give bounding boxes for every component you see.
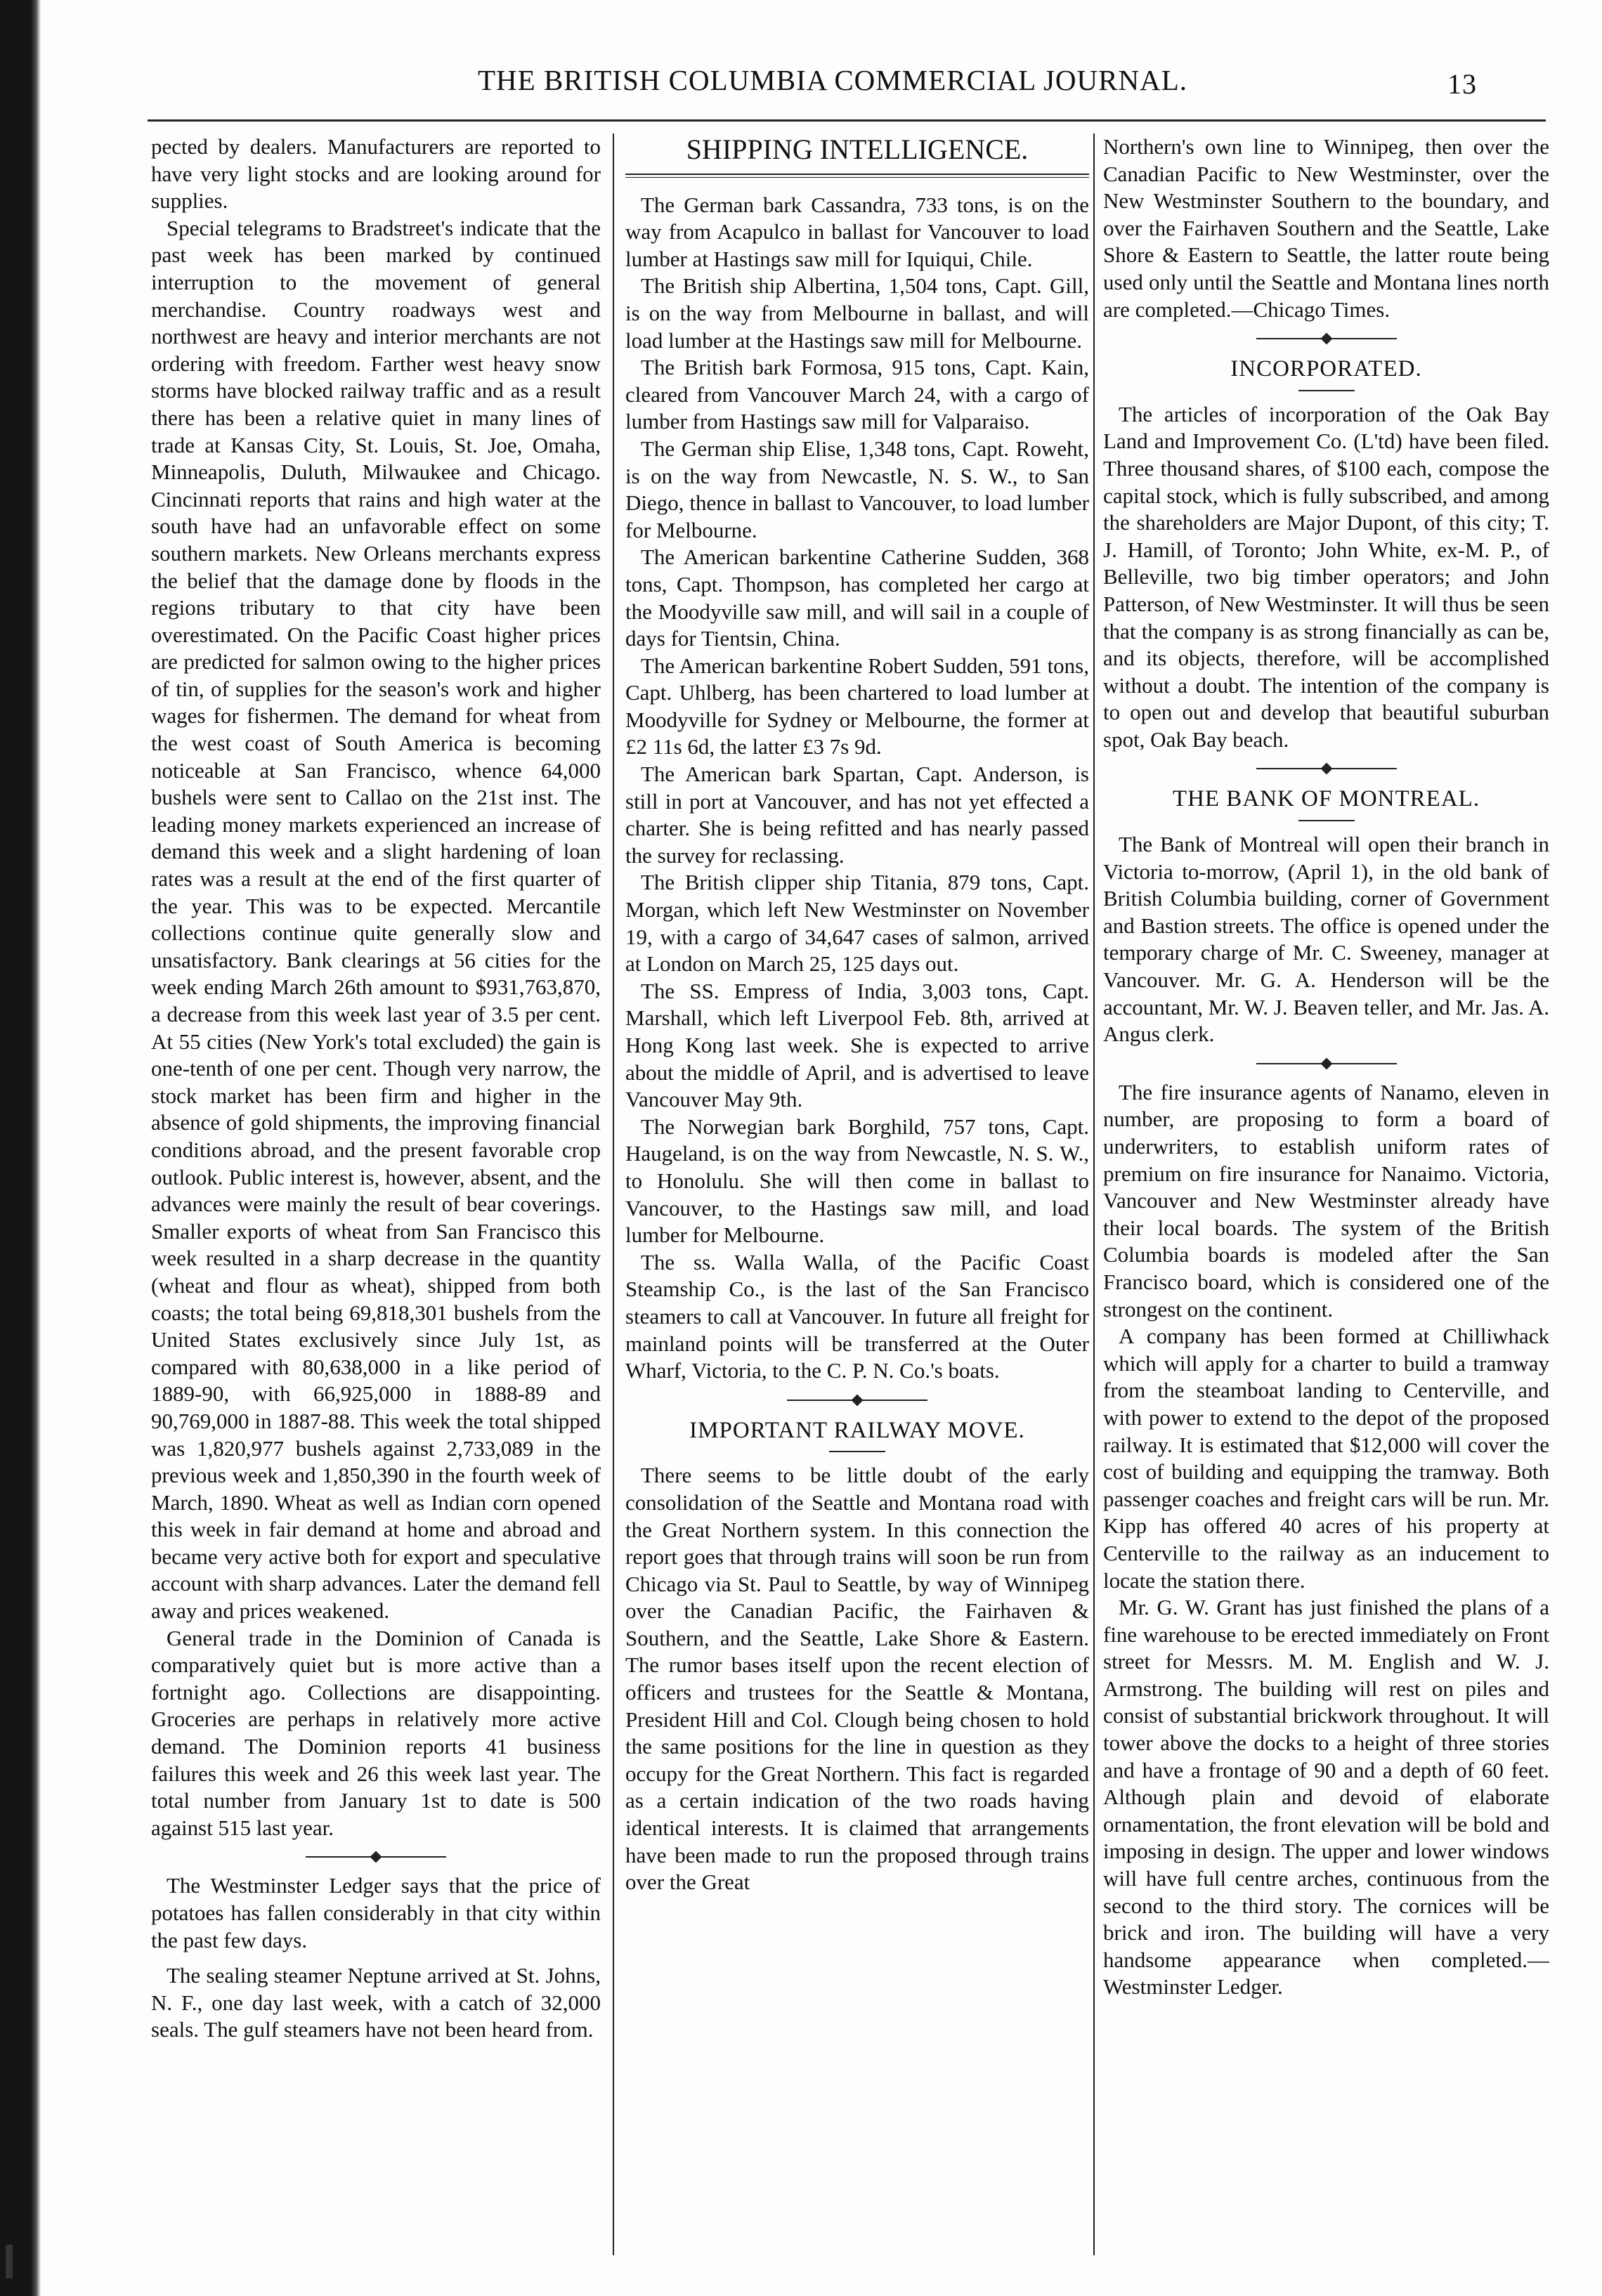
page-number: 13 bbox=[1447, 68, 1477, 100]
heading-rule bbox=[625, 174, 1089, 178]
section-separator bbox=[1103, 1055, 1549, 1072]
paragraph: Northern's own line to Winnipeg, then over the Canadian Pacific to New Westminster, over the New Westminster Southern to the boundary, and over the Fairhaven Southern and the Seattle, Lake Shore & Eastern to Seattle, the latter route being used only until the Seattle and Montana lines north are completed.—Chicago Times. bbox=[1103, 134, 1549, 322]
paragraph: The Bank of Montreal will open their branch in Victoria to-morrow, (April 1), in the old bank of British Columbia building, corner of Government and Bastion streets. The office is opened under the temporary charge of Mr. C. Sweeney, manager at Vancouver. Mr. G. A. Henderson will be the accountant, Mr. W. J. Beaven teller, and Mr. Jas. A. Angus clerk. bbox=[1103, 832, 1550, 1047]
paragraph: The German bark Cassandra, 733 tons, is on the way from Acapulco in ballast for Vancouver to load lumber at Hastings saw mill for Iquiqui, Chile. bbox=[625, 192, 1089, 271]
journal-title: THE BRITISH COLUMBIA COMMERCIAL JOURNAL. bbox=[478, 64, 1187, 96]
paragraph: There seems to be little doubt of the early consolidation of the Seattle and Montana road with the Great Northern system. In this connection the report goes that through trains will soon be run from Chicago via St. Paul to Seattle, by way of Winnipeg over the Canadian Pacific, the Fairhaven & Southern, and the Seattle, Lake Shore & Eastern. The rumor bases itself upon the recent election of officers and trustees for the Seattle & Montana, President Hill and Col. Clough being chosen to hold the same positions for the line in question as they occupy for the Great Northern. This fact is regarded as a certain indication of the two roads having identical interests. It is claimed that arrangements have been made to run the proposed through trains over the Great bbox=[625, 1463, 1089, 1895]
column-divider bbox=[1093, 133, 1095, 2255]
paragraph: The fire insurance agents of Nanamo, eleven in number, are proposing to form a board of underwriters, to establish uniform rates of premium on fire insurance for Nanaimo. Victoria, Vancouver and New Westminster already have their local boards. The system of the British Columbia boards is modeled after the San Francisco board, which is considered one of the strongest on the continent. bbox=[1103, 1079, 1549, 1322]
heading-dash bbox=[1298, 390, 1355, 391]
page-binding-edge bbox=[0, 0, 41, 2296]
column-2 bbox=[625, 133, 1089, 1896]
paragraph: The British clipper ship Titania, 879 tons, Capt. Morgan, which left New Westminster on November 19, with a cargo of 34,647 cases of salmon, arrived at London on March 25, 125 days out. bbox=[625, 870, 1089, 977]
section-separator bbox=[625, 1392, 1089, 1409]
column-divider bbox=[613, 133, 614, 2255]
paragraph: The American bark Spartan, Capt. Anderson, is still in port at Vancouver, and has not yet effected a charter. She is being refitted and has nearly passed the survey for reclassing. bbox=[625, 762, 1089, 868]
section-heading-bank: THE BANK OF MONTREAL. bbox=[1172, 786, 1480, 812]
paragraph: The Westminster Ledger says that the price of potatoes has fallen considerably in that city within the past few days. bbox=[151, 1873, 601, 1952]
paragraph: The articles of incorporation of the Oak Bay Land and Improvement Co. (L'td) have been filed. Three thousand shares, of $100 each, compose the capital stock, which is fully subscribed, and among the shareholders are Major Dupont, of this city; T. J. Hamill, of Toronto; John White, ex-M. P., of Belleville, two big timber operators; and John Patterson, of New Westminster. It will thus be seen that the company is as strong financially as can be, and its objects, therefore, will be accomplished without a doubt. The intention of the company is to open out and develop that beautiful suburban spot, Oak Bay beach. bbox=[1103, 401, 1549, 752]
paragraph: The Norwegian bark Borghild, 757 tons, Capt. Haugeland, is on the way from Newcastle, N. S. W., to Honolulu. She will then come in ballast to Vancouver, to the Hastings saw mill, and load lumber for Melbourne. bbox=[625, 1114, 1089, 1248]
paragraph: The sealing steamer Neptune arrived at St. Johns, N. F., one day last week, with a catch of 32,000 seals. The gulf steamers have not been heard from. bbox=[151, 1963, 601, 2042]
section-heading-incorporated: INCORPORATED. bbox=[1230, 356, 1422, 382]
paragraph: The British ship Albertina, 1,504 tons, Capt. Gill, is on the way from Melbourne in ballast, and will load lumber at the Hastings saw mill for Melbourne. bbox=[625, 273, 1089, 353]
paragraph: The ss. Walla Walla, of the Pacific Coast Steamship Co., is the last of the San Francisco steamers to call at Vancouver. In future all freight for mainland points will be transferred at the Outer Wharf, Victoria, to the C. P. N. Co.'s boats. bbox=[625, 1249, 1089, 1383]
paragraph: A company has been formed at Chilliwhack which will apply for a charter to build a tramway from the steamboat landing to Centerville, and with power to extend to the depot of the proposed railway. It is estimated that $12,000 will cover the cost of building and equipping the tramway. Both passenger coaches and freight cars will be run. Mr. Kipp has offered 40 acres of his property at Centerville to the railway as an inducement to locate the station there. bbox=[1103, 1324, 1549, 1593]
paragraph: Mr. G. W. Grant has just finished the plans of a fine warehouse to be erected immediately on Front street for Messrs. M. M. English and W. J. Armstrong. The building will rest on piles and consist of substantial brickwork throughout. It will tower above the docks to a height of three stories and have a frontage of 90 and a depth of 60 feet. Although plain and devoid of elaborate ornamentation, the front elevation will be bold and imposing in design. The upper and lower windows will have full centre arches, continuous from the second to the third story. The cornices will be brick and iron. The building will have a very handsome appearance when completed.—Westminster Ledger. bbox=[1103, 1595, 1549, 2000]
paragraph: The German ship Elise, 1,348 tons, Capt. Roweht, is on the way from Newcastle, N. S. W., to San Diego, thence in ballast to Vancouver, to load lumber for Melbourne. bbox=[625, 436, 1089, 542]
paragraph: The American barkentine Robert Sudden, 591 tons, Capt. Uhlberg, has been chartered to load lumber at Moodyville for Sydney or Melbourne, the former at £2 11s 6d, the latter £3 7s 9d. bbox=[625, 653, 1089, 759]
heading-dash bbox=[1298, 820, 1355, 821]
paragraph: Special telegrams to Bradstreet's indicate that the past week has been marked by continued interruption to the movement of general merchandise. Country roadways west and northwest are heavy and interior merchants are not ordering with freedom. Farther west heavy snow storms have blocked railway traffic and as a result there has been a relative quiet in many lines of trade at Kansas City, St. Louis, St. Joe, Omaha, Minneapolis, Duluth, Milwaukee and Chicago. Cincinnati reports that rains and high water at the south have had an unfavorable effect on some southern markets. New Orleans merchants express the belief that the damage done by floods in the regions tributary to that city have been overestimated. On the Pacific Coast higher prices are predicted for salmon owing to the higher prices of tin, of supplies for the season's work and higher wages for fishermen. The demand for wheat from the west coast of South America is becoming noticeable at San Francisco, whence 64,000 bushels were sent to Callao on the 21st inst. The leading money markets experienced an increase of demand this week and a slight hardening of loan rates was a result at the end of the first quarter of the year. This was to be expected. Mercantile collections continue quite generally slow and unsatisfactory. Bank clearings at 56 cities for the week ending March 26th amount to $931,763,870, a decrease from this week last year of 3.5 per cent. At 55 cities (New York's total excluded) the gain is one-tenth of one per cent. Though very narrow, the stock market has been firm and higher in the absence of gold shipments, the improving financial conditions abroad, and the present favorable crop outlook. Public interest is, however, absent, and the advances were mainly the result of bear coverings. Smaller exports of wheat from San Francisco this week resulted in a sharp decrease in the quantity (wheat and flour as wheat), shipped from both coasts; the total being 69,818,301 bushels from the United States exclusively since July 1st, as compared with 80,638,000 in a like period of 1889-90, with 66,925,000 in 1888-89 and 90,769,000 in 1887-88. This week the total shipped was 1,820,977 bushels against 2,733,089 in the previous week and 1,850,390 in the fourth week of March, 1890. Wheat as well as Indian corn opened this week in fair demand at home and abroad and became very active both for export and speculative account with sharp advances. Later the demand fell away and prices weakened. bbox=[151, 215, 601, 1624]
paragraph: pected by dealers. Manufacturers are reported to have very light stocks and are looking around for supplies. bbox=[151, 134, 601, 214]
header-rule bbox=[148, 119, 1546, 122]
section-separator bbox=[1103, 330, 1549, 347]
section-heading-railway: IMPORTANT RAILWAY MOVE. bbox=[689, 1417, 1025, 1443]
section-separator bbox=[151, 1848, 601, 1865]
heading-dash bbox=[829, 1451, 885, 1452]
paragraph: General trade in the Dominion of Canada is comparatively quiet but is more active than a fortnight ago. Collections are disappointing. Groceries are perhaps in relatively more active demand. The Dominion reports 41 business failures this week and 26 this week last year. The total number from January 1st to date is 500 against 515 last year. bbox=[151, 1625, 601, 1840]
column-1 bbox=[151, 133, 601, 2044]
section-heading-shipping: SHIPPING INTELLIGENCE. bbox=[686, 133, 1029, 165]
margin-mark bbox=[6, 2245, 13, 2278]
paragraph: The British bark Formosa, 915 tons, Capt. Kain, cleared from Vancouver March 24, with a cargo of lumber from Hastings saw mill for Valparaiso. bbox=[625, 355, 1089, 434]
paragraph: The SS. Empress of India, 3,003 tons, Capt. Marshall, which left Liverpool Feb. 8th, arrived at Hong Kong last week. She is expected to arrive about the middle of April, and is advertised to leave Vancouver May 9th. bbox=[625, 978, 1089, 1112]
section-separator bbox=[1103, 760, 1549, 777]
paragraph: The American barkentine Catherine Sudden, 368 tons, Capt. Thompson, has completed her cargo at the Moodyville saw mill, and will sail in a couple of days for Tientsin, China. bbox=[625, 544, 1089, 651]
column-3 bbox=[1103, 133, 1549, 2001]
